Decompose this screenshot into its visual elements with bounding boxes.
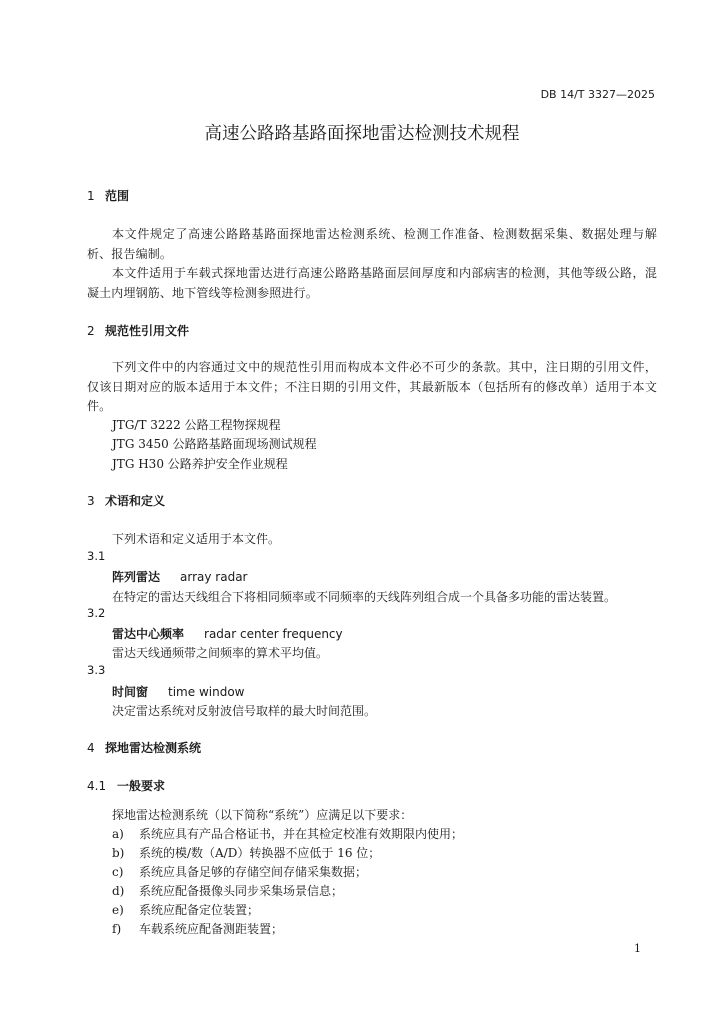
subsection-heading (87, 777, 165, 794)
paragraph: 下列术语和定义适用于本文件。 (112, 532, 281, 546)
term-definition: 决定雷达系统对反射波信号取样的最大时间范围。 (112, 704, 377, 718)
section-title: 术语和定义 (105, 494, 166, 508)
section-number: 3 (87, 494, 95, 508)
list-item (112, 825, 463, 842)
term-number: 3.1 (87, 549, 106, 563)
term-zh: 时间窗 (112, 685, 149, 699)
list-item (112, 901, 259, 918)
list-item (112, 920, 283, 937)
list-label: b) (112, 846, 125, 860)
section-title: 范围 (105, 189, 130, 203)
paragraph: 本文件适用于车载式探地雷达进行高速公路路基路面层间厚度和内部病害的检测，其他等级公路，混凝土内埋钢筋、地下管线等检测参照进行。 (87, 266, 657, 300)
section-title: 规范性引用文件 (105, 324, 190, 338)
section-heading (87, 322, 189, 339)
list-text: 系统应具备足够的存储空间存储采集数据； (139, 865, 368, 879)
section-heading (87, 739, 201, 756)
page-number: 1 (634, 942, 641, 955)
subsection-number: 4.1 (87, 779, 107, 793)
list-item (112, 863, 367, 880)
term-en: time window (168, 685, 245, 699)
paragraph: 下列文件中的内容通过文中的规范性引用而构成本文件必不可少的条款。其中，注日期的引用文件，仅该日期对应的版本适用于本文件；不注日期的引用文件，其最新版本（包括所有的修改单）适用于本文件。 (87, 360, 657, 413)
section-title: 探地雷达检测系统 (105, 741, 202, 755)
list-text: 车载系统应配备测距装置； (139, 922, 284, 936)
reference-item: JTG/T 3222 公路工程物探规程 (112, 418, 281, 432)
section-number: 1 (87, 189, 95, 203)
term-number: 3.3 (87, 663, 106, 677)
paragraph: 本文件规定了高速公路路基路面探地雷达检测系统、检测工作准备、检测数据采集、数据处理与解析、报告编制。 (87, 227, 657, 261)
document-title: 高速公路路基路面探地雷达检测技术规程 (204, 124, 520, 144)
list-label: f) (112, 922, 122, 936)
list-text: 系统应配备定位装置； (139, 903, 260, 917)
list-text: 系统应具有产品合格证书，并在其检定校准有效期限内使用； (139, 827, 464, 841)
paragraph: 探地雷达检测系统（以下简称“系统”）应满足以下要求： (112, 808, 413, 822)
reference-item: JTG 3450 公路路基路面现场测试规程 (112, 437, 317, 451)
term-en: array radar (180, 570, 248, 584)
section-heading (87, 492, 165, 509)
section-number: 4 (87, 741, 95, 755)
list-text: 系统的模/数（A/D）转换器不应低于 16 位； (139, 846, 381, 860)
term-entry (112, 625, 343, 642)
list-label: a) (112, 827, 124, 841)
list-label: d) (112, 884, 125, 898)
reference-item: JTG H30 公路养护安全作业规程 (112, 457, 288, 471)
list-text: 系统应配备摄像头同步采集场景信息； (139, 884, 344, 898)
section-heading (87, 187, 129, 204)
term-en: radar center frequency (204, 627, 343, 641)
term-definition: 雷达天线通频带之间频率的算术平均值。 (112, 646, 329, 660)
term-entry (112, 683, 244, 700)
term-entry (112, 568, 248, 585)
list-label: e) (112, 903, 124, 917)
term-number: 3.2 (87, 606, 106, 620)
term-zh: 阵列雷达 (112, 570, 161, 584)
term-definition: 在特定的雷达天线组合下将相同频率或不同频率的天线阵列组合成一个具备多功能的雷达装置。 (112, 590, 617, 604)
subsection-title: 一般要求 (117, 779, 166, 793)
list-item (112, 882, 343, 899)
section-number: 2 (87, 324, 95, 338)
list-item (112, 844, 380, 861)
term-zh: 雷达中心频率 (112, 627, 185, 641)
standard-code: DB 14/T 3327—2025 (540, 88, 655, 101)
list-label: c) (112, 865, 124, 879)
